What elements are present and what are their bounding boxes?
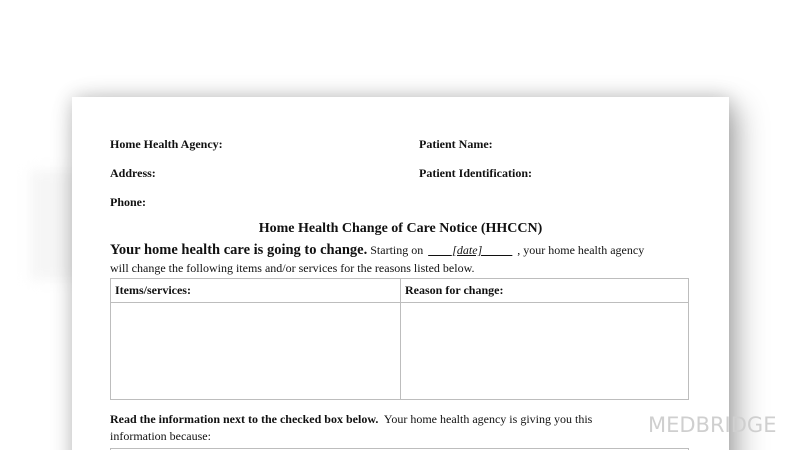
date-field[interactable]: ____[date]_____ — [428, 243, 513, 257]
form-title: Home Health Change of Care Notice (HHCCN) — [258, 221, 543, 236]
notice-rest: Your home health agency is giving you this — [383, 412, 593, 426]
after-date-text: , your home health agency — [517, 243, 645, 257]
starting-on-text: Starting on — [370, 243, 424, 257]
phone-label: Phone: — [110, 195, 146, 209]
intro-line-2: will change the following items and/or services for the reasons listed below. — [110, 261, 475, 275]
notice-line-2: information because: — [110, 429, 211, 443]
patient-identification-label: Patient Identification: — [419, 166, 532, 180]
items-services-cell[interactable] — [111, 303, 401, 399]
items-services-header: Items/services: — [111, 279, 401, 302]
reason-for-change-header: Reason for change: — [405, 283, 504, 297]
notice-bold: Read the information next to the checked box below. — [110, 412, 379, 426]
changes-table — [110, 278, 689, 400]
table-row — [111, 303, 688, 399]
hhccn-form-page — [72, 97, 729, 450]
patient-name-label: Patient Name: — [419, 137, 493, 151]
medbridge-watermark: MEDBRIDGE — [648, 413, 777, 437]
intro-line-1 — [110, 242, 644, 259]
address-label: Address: — [110, 166, 156, 180]
checked-box-notice — [110, 411, 592, 445]
reason-for-change-cell[interactable] — [401, 303, 688, 399]
table-header — [111, 279, 688, 303]
home-health-agency-label: Home Health Agency: — [110, 137, 223, 151]
intro-lead: Your home health care is going to change. — [110, 242, 368, 258]
